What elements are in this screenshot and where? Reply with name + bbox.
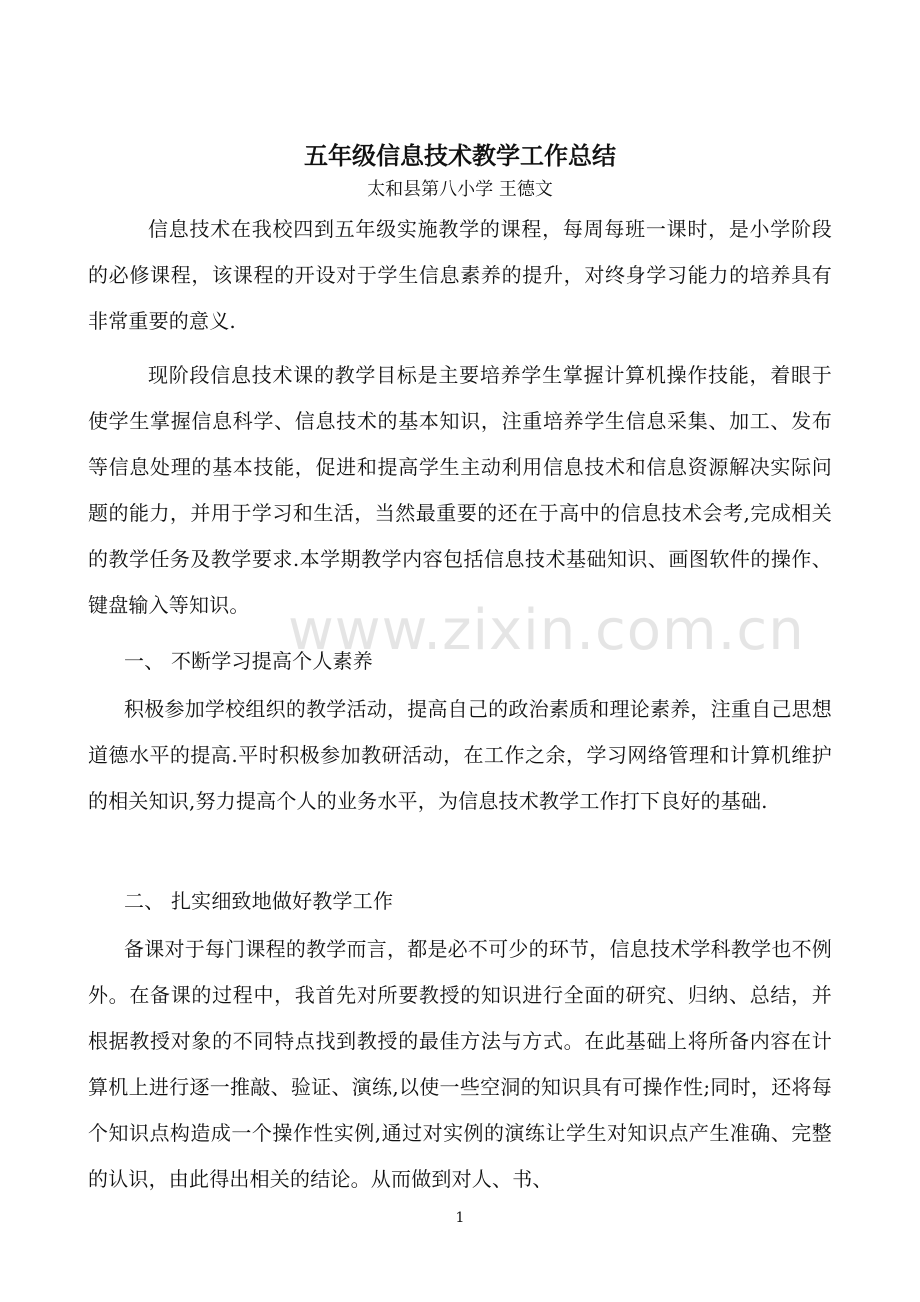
watermark: www.zixin.com.cn <box>288 598 805 663</box>
section-body-2: 备课对于每门课程的教学而言，都是必不可少的环节，信息技术学科教学也不例外。在备课的过程中，我首先对所要教授的知识进行全面的研究、归纳、总结，并根据教授对象的不同特点找到教授的最佳方法与方式。在此基础上将所备内容在计算机上进行逐一推敲、验证、演练,以使一些空洞的知识具有可操作性;同时，还将每个知识点构造成一个操作性实例,通过对实例的演练让学生对知识点产生准确、完整的认识，由此得出相关的结论。从而做到对人、书、 <box>88 937 832 1191</box>
section-body-1: 积极参加学校组织的教学活动，提高自己的政治素质和理论素养，注重自己思想道德水平的提高.平时积极参加教研活动，在工作之余，学习网络管理和计算机维护的相关知识,努力提高个人的业务水平，为信息技术教学工作打下良好的基础. <box>88 697 832 813</box>
page-number: 1 <box>455 1210 465 1226</box>
section-heading-1: 一、 不断学习提高个人素养 <box>124 649 373 673</box>
goals-paragraph: 现阶段信息技术课的教学目标是主要培养学生掌握计算机操作技能，着眼于使学生掌握信息科学、信息技术的基本知识，注重培养学生信息采集、加工、发布等信息处理的基本技能，促进和提高学生主动利用信息技术和信息资源解决实际问题的能力，并用于学习和生活，当然最重要的还在于高中的信息技术会考,完成相关的教学任务及教学要求.本学期教学内容包括信息技术基础知识、画图软件的操作、键盘输入等知识。 <box>88 363 832 617</box>
document-title: 五年级信息技术教学工作总结 <box>304 141 616 170</box>
section-heading-2: 二、 扎实细致地做好教学工作 <box>124 889 394 913</box>
author-line: 太和县第八小学 王德文 <box>367 179 553 200</box>
intro-paragraph: 信息技术在我校四到五年级实施教学的课程，每周每班一课时，是小学阶段的必修课程，该课程的开设对于学生信息素养的提升，对终身学习能力的培养具有非常重要的意义. <box>88 217 832 333</box>
